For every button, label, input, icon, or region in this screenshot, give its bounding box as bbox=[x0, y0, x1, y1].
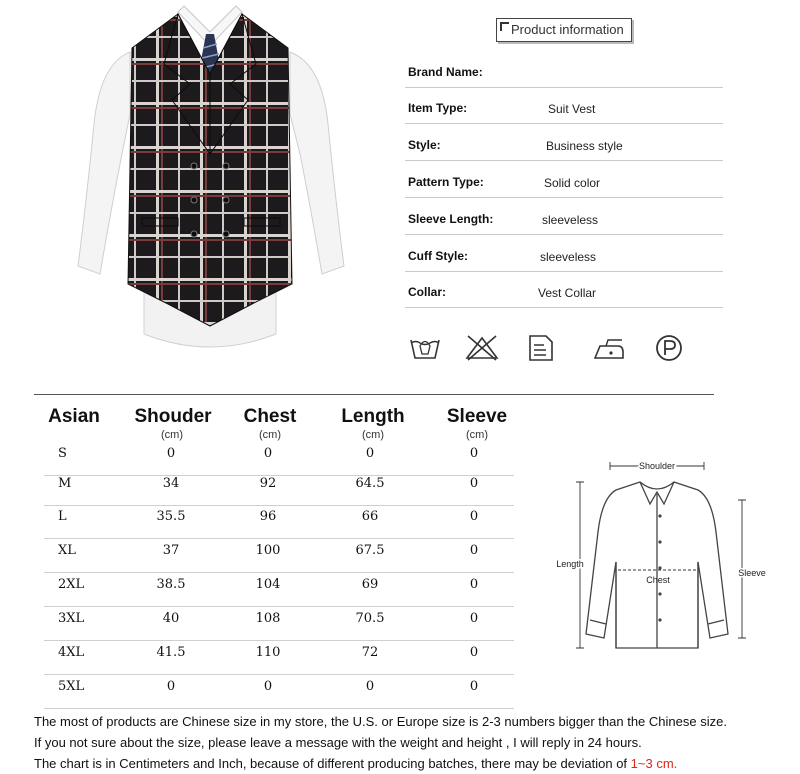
hand-wash-icon bbox=[408, 334, 442, 362]
dry-flat-icon bbox=[526, 334, 556, 362]
spec-row-pattern-type bbox=[405, 162, 723, 198]
size-value: 38.5 bbox=[156, 577, 186, 592]
size-row bbox=[44, 472, 514, 506]
note-line-3-text: The chart is in Centimeters and Inch, because of different producing batches, there may be deviation of bbox=[34, 756, 631, 771]
size-label: 2XL bbox=[58, 577, 85, 592]
spec-row-sleeve-length bbox=[405, 199, 723, 235]
spec-value: sleeveless bbox=[542, 213, 599, 227]
size-header-length: Length bbox=[341, 406, 405, 427]
unit-label: (cm) bbox=[161, 429, 183, 441]
spec-label: Item Type: bbox=[408, 101, 468, 115]
size-header-sleeve: Sleeve bbox=[446, 406, 508, 427]
size-value: 0 bbox=[469, 476, 479, 491]
note-line-2: If you not sure about the size, please leave a message with the weight and height , I will reply in 24 hours. bbox=[34, 735, 642, 750]
size-value: 34 bbox=[162, 476, 180, 491]
size-value: 0 bbox=[469, 509, 479, 524]
product-information-badge bbox=[496, 18, 632, 42]
size-value: 67.5 bbox=[355, 543, 385, 558]
spec-value: Vest Collar bbox=[538, 286, 597, 300]
spec-row-item-type bbox=[405, 88, 723, 124]
size-label: S bbox=[58, 446, 67, 461]
size-value: 0 bbox=[469, 577, 479, 592]
spec-label: Cuff Style: bbox=[408, 249, 468, 263]
size-value: 35.5 bbox=[156, 509, 186, 524]
size-value: 0 bbox=[166, 446, 176, 461]
care-symbols bbox=[408, 334, 698, 364]
size-value: 0 bbox=[469, 611, 479, 626]
size-value: 66 bbox=[361, 509, 379, 524]
spec-label: Pattern Type: bbox=[408, 175, 484, 189]
diagram-label-length: Length bbox=[556, 559, 584, 569]
size-header-shoulder: Shouder bbox=[134, 406, 212, 427]
size-label: 5XL bbox=[58, 679, 85, 694]
size-value: 110 bbox=[255, 645, 281, 660]
size-value: 0 bbox=[469, 543, 479, 558]
size-value: 37 bbox=[162, 543, 180, 558]
spec-row-cuff-style bbox=[405, 236, 723, 272]
spec-value: Solid color bbox=[544, 176, 601, 190]
size-label: L bbox=[58, 509, 67, 524]
size-value: 0 bbox=[469, 679, 479, 694]
size-row bbox=[44, 539, 514, 573]
note-line-3 bbox=[34, 756, 677, 771]
unit-label: (cm) bbox=[259, 429, 281, 441]
product-photo bbox=[60, 4, 360, 360]
product-information-title: Product information bbox=[511, 22, 624, 37]
size-value: 0 bbox=[263, 679, 273, 694]
iron-low-icon bbox=[592, 334, 626, 362]
section-divider bbox=[34, 394, 714, 395]
spec-row-brand bbox=[405, 52, 723, 88]
size-label: 4XL bbox=[58, 645, 85, 660]
note-line-1: The most of products are Chinese size in my store, the U.S. or Europe size is 2-3 numbers bigger than the Chinese size. bbox=[34, 714, 727, 729]
size-value: 104 bbox=[255, 577, 281, 592]
size-value: 108 bbox=[255, 611, 281, 626]
diagram-label-shoulder: Shoulder bbox=[638, 461, 676, 471]
spec-row-collar bbox=[405, 272, 723, 308]
size-value: 0 bbox=[263, 446, 273, 461]
spec-label: Brand Name: bbox=[408, 65, 483, 79]
size-label: 3XL bbox=[58, 611, 85, 626]
size-row bbox=[44, 675, 514, 709]
deviation-highlight: 1~3 cm. bbox=[630, 756, 678, 771]
diagram-label-sleeve: Sleeve bbox=[738, 568, 766, 578]
size-value: 0 bbox=[469, 446, 479, 461]
size-value: 40 bbox=[162, 611, 180, 626]
size-value: 100 bbox=[255, 543, 281, 558]
spec-value: Business style bbox=[546, 139, 623, 153]
no-bleach-icon bbox=[464, 334, 500, 362]
size-label: M bbox=[58, 476, 72, 491]
dry-clean-p-icon bbox=[654, 334, 684, 362]
size-value: 41.5 bbox=[156, 645, 186, 660]
size-value: 72 bbox=[361, 645, 379, 660]
spec-row-style bbox=[405, 125, 723, 161]
size-value: 0 bbox=[365, 679, 375, 694]
measurement-diagram bbox=[546, 452, 776, 662]
size-value: 64.5 bbox=[355, 476, 385, 491]
size-value: 0 bbox=[469, 645, 479, 660]
size-row bbox=[44, 573, 514, 607]
size-label: XL bbox=[58, 543, 76, 558]
size-value: 70.5 bbox=[355, 611, 385, 626]
spec-label: Sleeve Length: bbox=[408, 212, 494, 226]
arrow-icon bbox=[500, 22, 509, 31]
size-row bbox=[44, 607, 514, 641]
size-value: 0 bbox=[365, 446, 375, 461]
size-row bbox=[44, 505, 514, 539]
spec-label: Style: bbox=[408, 138, 441, 152]
size-row bbox=[44, 641, 514, 675]
size-row bbox=[44, 442, 514, 476]
size-value: 69 bbox=[361, 577, 379, 592]
size-header-asian: Asian bbox=[48, 406, 100, 427]
spec-label: Collar: bbox=[408, 285, 447, 299]
unit-label: (cm) bbox=[362, 429, 384, 441]
size-header-chest: Chest bbox=[243, 406, 297, 427]
shirt-outline bbox=[586, 482, 728, 648]
spec-value: sleeveless bbox=[540, 250, 597, 264]
size-value: 92 bbox=[259, 476, 277, 491]
size-value: 0 bbox=[166, 679, 176, 694]
spec-value: Suit Vest bbox=[548, 102, 596, 116]
diagram-label-chest: Chest bbox=[646, 575, 670, 585]
unit-label: (cm) bbox=[466, 429, 488, 441]
size-value: 96 bbox=[259, 509, 277, 524]
